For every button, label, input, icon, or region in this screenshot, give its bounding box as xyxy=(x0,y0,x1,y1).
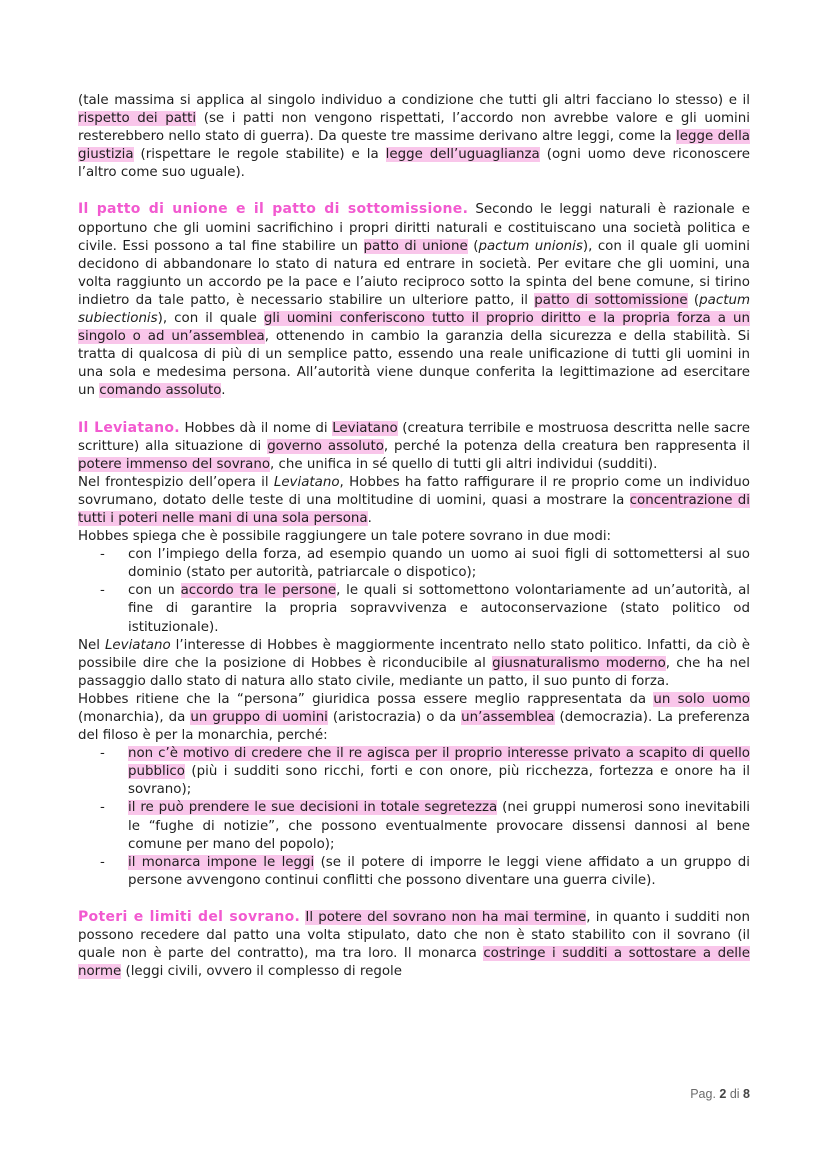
highlight: un’assemblea xyxy=(461,710,555,725)
highlight: costringe i sudditi a sottostare a delle norme xyxy=(78,946,750,980)
section-poteri: Poteri e limiti del sovrano. Il potere del sovrano non ha mai termine, in quanto i sudditi non possono recedere dal patto una volta stipulato, dato che non è stato stabilito con il sovrano (il quale non è parte del contratto), ma tra loro. Il monarca costringe i sudditi a sottostare a delle norme (leggi civili, ovvero il complesso di regole xyxy=(78,908,750,980)
highlight: giusnaturalismo moderno xyxy=(492,655,666,671)
highlight: legge della giustizia xyxy=(78,129,751,163)
highlight: il re può prendere le sue decisioni in totale segretezza xyxy=(128,800,498,816)
reasons-list xyxy=(78,745,750,890)
highlight: un gruppo di uomini xyxy=(190,710,328,725)
paragraph: Nel Leviatano l’interesse di Hobbes è maggiormente incentrato nello stato politico. Infatti, da ciò è possibile dire che la posizione di Hobbes è riconducibile al giusnaturalismo moderno, che ha nel passaggio dallo stato di natura allo stato civile, mediante un patto, il suo punto di forza. xyxy=(78,637,750,689)
highlight: il monarca impone le leggi xyxy=(128,854,315,870)
section-heading: Il Leviatano. xyxy=(78,419,180,436)
list-item: - non c’è motivo di credere che il re agisca per il proprio interesse privato a scapito di quello pubblico (più i sudditi sono ricchi, forti e con onore, più ricchezza, fortezza e onore ha il sovrano); xyxy=(128,745,750,799)
highlight: comando assoluto xyxy=(99,383,222,399)
highlight: gli uomini conferiscono tutto il proprio diritto e la propria forza a un singolo o ad un’assemblea xyxy=(78,311,751,345)
page-number: Pag. 2 di 8 xyxy=(690,1087,750,1101)
paragraph: Hobbes ritiene che la “persona” giuridica possa essere meglio rappresentata da un solo uomo (monarchia), da un gruppo di uomini (aristocrazia) o da un’assemblea (democrazia). La preferenza del filoso è per la monarchia, perché: xyxy=(78,691,750,744)
highlight: Leviatano xyxy=(332,420,398,436)
paragraph: Il Leviatano. Hobbes dà il nome di Leviatano (creatura terribile e mostruosa descritta nelle sacre scritture) alla situazione di governo assoluto, perché la potenza della creatura ben rappresenta il potere immenso del sovrano, che unifica in sé quello di tutti gli altri individui (sudditi). xyxy=(78,419,750,472)
list-item: - il monarca impone le leggi (se il potere di imporre le leggi viene affidato a un gruppo di persone avvengono continui conflitti che possono diventare una guerra civile). xyxy=(128,854,750,890)
modes-list xyxy=(78,546,750,636)
highlight: legge dell’uguaglianza xyxy=(385,147,540,163)
section-heading: Poteri e limiti del sovrano. xyxy=(78,908,301,925)
highlight: patto di sottomissione xyxy=(534,292,688,308)
highlight: Il potere del sovrano non ha mai termine xyxy=(305,909,587,925)
highlight: patto di unione xyxy=(363,238,468,254)
document-page xyxy=(78,92,750,981)
section-patto: Il patto di unione e il patto di sottomissione. Secondo le leggi naturali è razionale e opportuno che gli uomini sacrifichino i propri diritti naturali e costituiscano una società politica e civile. Essi possono a tal fine stabilire un patto di unione (pactum unionis), con il quale gli uomini decidono di abbandonare lo stato di natura ed entrare in società. Per evitare che gli uomini, una volta raggiunto un accordo pe la pace e l’aiuto reciproco sotto la spinta del bene comune, si tirino indietro da tale patto, è necessario stabilire un ulteriore patto, il patto di sottomissione (pactum subiectionis), con il quale gli uomini conferiscono tutto il proprio diritto e la propria forza a un singolo o ad un’assemblea, ottenendo in cambio la garanzia della sicurezza e della stabilità. Si tratta di qualcosa di più di un semplice patto, essendo una reale unificazione di tutti gli uomini in una sola e medesima persona. All’autorità viene dunque conferita la legittimazione ad esercitare un comando assoluto. xyxy=(78,201,751,399)
list-item: - con un accordo tra le persone, le quali si sottomettono volontariamente ad un’autorità, al fine di garantire la propria sopravvivenza e autoconservazione (stato politico od istituzionale). xyxy=(128,582,750,636)
highlight: concentrazione di tutti i poteri nelle mani di una sola persona xyxy=(78,492,751,526)
highlight: potere immenso del sovrano xyxy=(78,456,271,472)
highlight: non c’è motivo di credere che il re agisca per il proprio interesse privato a scapito di quello pubblico xyxy=(128,746,750,780)
section-heading: Il patto di unione e il patto di sottomissione. xyxy=(78,201,469,218)
list-item: - con l’impiego della forza, ad esempio quando un uomo ai suoi figli di sottomettersi al suo dominio (stato per autorità, patriarcale o dispotico); xyxy=(128,546,750,582)
highlight: accordo tra le persone xyxy=(180,583,337,599)
paragraph: Nel frontespizio dell’opera il Leviatano, Hobbes ha fatto raffigurare il re proprio come un individuo sovrumano, dotato delle teste di una moltitudine di uomini, quasi a mostrare la concentrazione di tutti i poteri nelle mani di una sola persona. xyxy=(78,474,751,526)
highlight: governo assoluto xyxy=(267,438,384,454)
highlight: un solo uomo xyxy=(653,691,750,707)
highlight: rispetto dei patti xyxy=(78,111,197,127)
section-leviatano xyxy=(78,419,750,890)
paragraph-leggi-naturali: (tale massima si applica al singolo individuo a condizione che tutti gli altri facciano lo stesso) e il rispetto dei patti (se i patti non vengono rispettati, l’accordo non avrebbe valore e gli uomini resterebbero nello stato di guerra). Da queste tre massime derivano altre leggi, come la legge della giustizia (rispettare le regole stabilite) e la legge dell’uguaglianza (ogni uomo deve riconoscere l’altro come suo uguale). xyxy=(78,93,751,181)
list-item: - il re può prendere le sue decisioni in totale segretezza (nei gruppi numerosi sono inevitabili le “fughe di notizie”, che possono eventualmente provocare dissensi dannosi al bene comune per mano del popolo); xyxy=(128,799,750,853)
paragraph: Hobbes spiega che è possibile raggiungere un tale potere sovrano in due modi: xyxy=(78,529,612,545)
